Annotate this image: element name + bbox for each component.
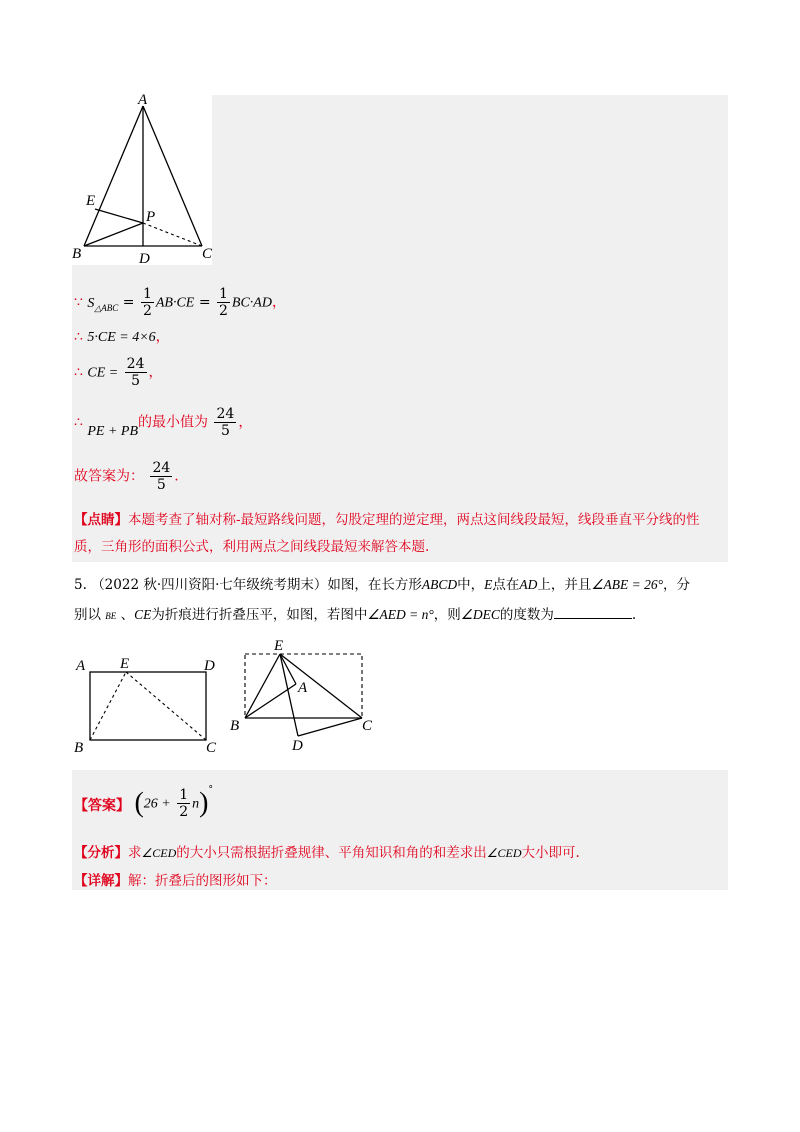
frac-num-2: 24	[216, 406, 235, 422]
solution-line-3	[74, 356, 163, 389]
analysis-label: 【分析】	[74, 845, 128, 861]
line4-expr: PE + PB	[87, 423, 139, 439]
area-symbol: S	[87, 295, 95, 311]
q5-abcd: ABCD	[421, 577, 458, 592]
fold-label-d: D	[292, 738, 303, 754]
answer-half-num: 1	[179, 787, 189, 803]
segment-ac	[143, 106, 202, 246]
label-d: D	[139, 251, 150, 267]
comment-text-2: 质，三角形的面积公式，利用两点之间线段最短来解答本题.	[74, 539, 430, 555]
question5-line-2	[74, 604, 636, 626]
label-e: E	[86, 193, 96, 209]
rect-label-a: A	[76, 658, 86, 674]
fold-label-a: A	[298, 680, 308, 696]
fold-ec	[126, 672, 206, 740]
question-source: （2022 秋·四川资阳·七年级统考期末）	[91, 577, 328, 593]
segment-ab	[84, 106, 143, 246]
q5-text-2f: .	[631, 607, 637, 623]
q5-text-1b: 中，	[457, 577, 485, 593]
therefore-symbol-3: ∴	[74, 414, 83, 431]
comment-label: 【点睛】	[74, 512, 128, 528]
comma-2: ，	[155, 329, 170, 345]
fold-line-dc	[298, 718, 362, 736]
line2-expr: 5·CE = 4×6	[87, 330, 156, 345]
q5-angle-dec: ∠DEC	[460, 607, 500, 622]
comma-1: ，	[271, 294, 286, 311]
q5-ad: AD	[519, 577, 538, 592]
frac-den-1: 5	[131, 373, 141, 389]
label-b: B	[72, 246, 82, 262]
q5-text-2a: 别以	[74, 607, 101, 623]
fold-be	[90, 672, 126, 740]
q5-text-2e: 的度数为	[499, 607, 554, 623]
half-num-2: 1	[219, 286, 228, 302]
rect-label-b: B	[74, 740, 84, 756]
half-den-1: 2	[142, 303, 152, 319]
half-num-1: 1	[142, 286, 152, 302]
q5-e: E	[484, 577, 493, 592]
answer-n: n	[192, 796, 200, 812]
answer-blank[interactable]	[554, 604, 632, 619]
answer-label: 【答案】	[74, 797, 130, 814]
fold-label-e: E	[274, 638, 284, 654]
q5-be: BE	[105, 611, 117, 621]
question-number: 5.	[74, 577, 87, 593]
rect-label-d: D	[204, 658, 215, 674]
q5-angle-abe: ∠ABE = 26°	[591, 577, 664, 592]
ab-ce: AB·CE	[155, 295, 195, 311]
question5-line-1	[74, 575, 690, 595]
analysis-b: 的大小只需根据折叠规律、平角知识和角的和差求出	[176, 845, 487, 861]
label-p: P	[146, 209, 156, 225]
answer-prefix: 故答案为：	[74, 468, 144, 485]
analysis-c: 大小即可.	[521, 845, 580, 861]
answer-half-den: 2	[179, 804, 189, 820]
answer-degree: °	[208, 784, 213, 795]
frac-den-3: 5	[156, 477, 166, 493]
answer5-line: 【答案】 (26 + $\frac{1}{2}$ n)°	[74, 784, 213, 820]
rect-label-e: E	[120, 656, 130, 672]
comment-text-1: 本题考查了轴对称-最短路线问题，勾股定理的逆定理，两点这间线段最短，线段垂直平分线的性	[128, 512, 700, 528]
detail-label: 【详解】	[74, 873, 128, 889]
frac-num-1: 24	[126, 356, 145, 372]
answer-line-top	[74, 460, 179, 493]
q5-angle-aed: ∠AED = n°	[367, 607, 434, 622]
analysis-line	[74, 843, 580, 863]
q5-text-2b: 、	[120, 607, 135, 623]
analysis-angle-ced-2: ∠CED	[486, 846, 522, 860]
because-symbol: ∵	[74, 294, 83, 311]
q5-text-1e: ，分	[663, 577, 691, 593]
detail-line	[74, 871, 277, 891]
q5-text-2c: 为折痕进行折叠压平，如图，若图中	[151, 607, 368, 623]
q5-text-2d: ，则	[433, 607, 461, 623]
detail-text: 解：折叠后的图形如下：	[128, 873, 277, 889]
comma-4: ，	[238, 414, 253, 431]
rect-label-c: C	[206, 740, 217, 756]
q5-text-1d: 上，并且	[537, 577, 592, 593]
analysis-a: 求	[128, 845, 142, 861]
frac-den-2: 5	[220, 423, 230, 439]
analysis-angle-ced-1: ∠CED	[141, 846, 177, 860]
folded-figure	[228, 636, 388, 756]
solution-line-4	[74, 406, 252, 439]
q5-ce: CE	[134, 607, 152, 622]
fold-label-c: C	[362, 718, 373, 734]
line4-text: 的最小值为	[138, 414, 209, 431]
q5-text-1a: 如图，在长方形	[327, 577, 422, 593]
therefore-symbol-2: ∴	[74, 364, 83, 381]
half-den-2: 2	[219, 303, 228, 319]
solution-line-2	[74, 327, 170, 348]
line3-lhs: CE =	[87, 365, 119, 381]
q5-text-1c: 点在	[492, 577, 520, 593]
segment-ep	[95, 209, 143, 223]
fold-label-b: B	[230, 718, 240, 734]
answer-suffix: .	[174, 468, 179, 485]
equals-sign: =	[122, 294, 135, 311]
comment-line-1	[74, 510, 700, 530]
frac-num-3: 24	[152, 460, 171, 476]
solution-line-1: ∵ $S_{\triangle ABC}$ = $\frac{1}{2}$ AB·CE = $\frac{1}{2}$ BC·AD，	[74, 286, 286, 319]
bc-ad: BC·AD	[231, 295, 272, 311]
fold-line-eb	[245, 654, 280, 718]
comma-3: ，	[148, 364, 163, 381]
therefore-symbol-1: ∴	[74, 329, 83, 345]
area-subscript: △ABC	[94, 302, 119, 313]
answer-expr-prefix: 26 +	[143, 796, 171, 812]
triangle-figure	[72, 88, 222, 268]
rectangle-figure	[70, 650, 230, 760]
fold-line-ea	[280, 654, 296, 684]
comment-line-2	[74, 537, 429, 557]
label-a: A	[138, 92, 148, 108]
label-c: C	[202, 246, 213, 262]
